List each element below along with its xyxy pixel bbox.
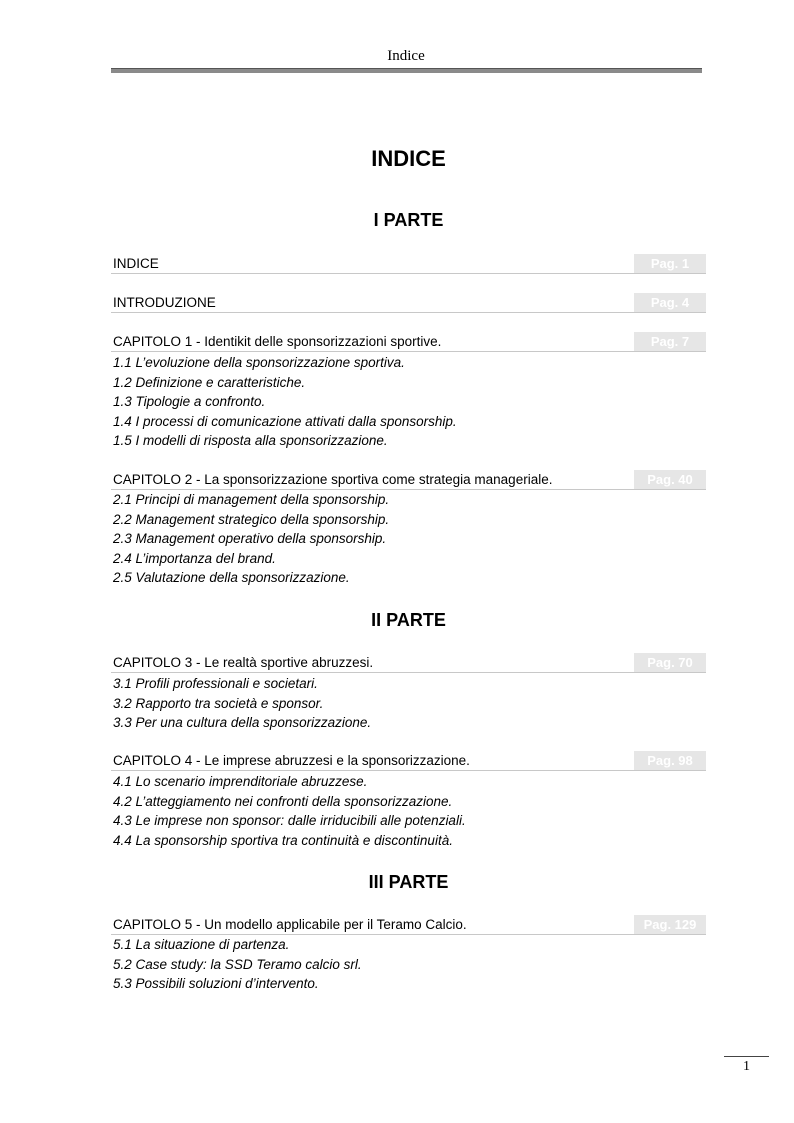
subsection-item[interactable]: 2.1 Principi di management della sponsorship.: [113, 492, 390, 507]
subsection-item[interactable]: 3.3 Per una cultura della sponsorizzazione.: [113, 715, 372, 730]
page-badge: Pag. 129: [634, 915, 706, 934]
subsection-item[interactable]: 2.3 Management operativo della sponsorship.: [113, 531, 387, 546]
subsection-item[interactable]: 4.4 La sponsorship sportiva tra continuità e discontinuità.: [113, 832, 453, 848]
subsection-item[interactable]: 3.2 Rapporto tra società e sponsor.: [113, 695, 324, 711]
subsection-item[interactable]: 1.3 Tipologie a confronto.: [113, 394, 266, 409]
subsection-list-capitolo-3: [113, 674, 371, 733]
subsection-item[interactable]: 2.4 L’importanza del brand.: [113, 550, 276, 566]
page-badge: Pag. 4: [634, 293, 706, 312]
subsection-item[interactable]: 4.1 Lo scenario imprenditoriale abruzzese.: [113, 774, 368, 789]
subsection-item[interactable]: 5.3 Possibili soluzioni d’intervento.: [113, 976, 319, 991]
toc-entry-introduzione[interactable]: [111, 293, 706, 313]
page-title: INDICE: [371, 146, 446, 171]
toc-entry-label: CAPITOLO 5 - Un modello applicabile per il Teramo Calcio.: [113, 917, 467, 932]
toc-entry-label: CAPITOLO 3 - Le realtà sportive abruzzesi.: [113, 655, 374, 670]
toc-entry-capitolo-5[interactable]: [111, 915, 706, 935]
toc-entry-label: CAPITOLO 2 - La sponsorizzazione sportiva come strategia manageriale.: [113, 472, 553, 487]
toc-entry-capitolo-4[interactable]: [111, 751, 706, 771]
page-badge: Pag. 70: [634, 653, 706, 672]
subsection-list-capitolo-4: [113, 772, 466, 850]
subsection-item[interactable]: 1.1 L’evoluzione della sponsorizzazione sportiva.: [113, 355, 405, 370]
toc-entry-capitolo-2[interactable]: [111, 470, 706, 490]
footer-rule: [724, 1056, 769, 1057]
subsection-item[interactable]: 3.1 Profili professionali e societari.: [113, 676, 318, 691]
subsection-list-capitolo-5: [113, 935, 362, 994]
page-badge: Pag. 7: [634, 332, 706, 351]
page-number: 1: [743, 1059, 750, 1074]
subsection-list-capitolo-2: [113, 490, 389, 588]
running-header: Indice: [387, 48, 425, 64]
part-title-3: III PARTE: [368, 872, 449, 892]
page-badge: Pag. 98: [634, 751, 706, 770]
part-title-1: I PARTE: [373, 210, 444, 230]
toc-entry-capitolo-1[interactable]: [111, 332, 706, 352]
part-title-2: II PARTE: [371, 610, 446, 630]
page-badge: Pag. 1: [634, 254, 706, 273]
toc-entry-label: CAPITOLO 1 - Identikit delle sponsorizzazioni sportive.: [113, 334, 442, 349]
subsection-item[interactable]: 4.2 L’atteggiamento nei confronti della sponsorizzazione.: [113, 793, 453, 809]
toc-entry-label: CAPITOLO 4 - Le imprese abruzzesi e la sponsorizzazione.: [113, 753, 470, 768]
subsection-item[interactable]: 1.2 Definizione e caratteristiche.: [113, 374, 306, 390]
page-badge: Pag. 40: [634, 470, 706, 489]
toc-entry-label: INDICE: [113, 256, 159, 271]
subsection-item[interactable]: 2.2 Management strategico della sponsorship.: [113, 511, 390, 527]
subsection-list-capitolo-1: [113, 353, 457, 451]
subsection-item[interactable]: 5.2 Case study: la SSD Teramo calcio srl.: [113, 956, 362, 972]
subsection-item[interactable]: 5.1 La situazione di partenza.: [113, 937, 290, 952]
header-rule: [111, 68, 702, 73]
subsection-item[interactable]: 4.3 Le imprese non sponsor: dalle irriducibili alle potenziali.: [113, 813, 466, 828]
toc-entry-indice[interactable]: [111, 254, 706, 274]
toc-entry-label: INTRODUZIONE: [113, 295, 216, 310]
toc-entry-capitolo-3[interactable]: [111, 653, 706, 673]
subsection-item[interactable]: 1.5 I modelli di risposta alla sponsorizzazione.: [113, 433, 388, 448]
subsection-item[interactable]: 2.5 Valutazione della sponsorizzazione.: [113, 570, 350, 585]
subsection-item[interactable]: 1.4 I processi di comunicazione attivati dalla sponsorship.: [113, 413, 457, 429]
